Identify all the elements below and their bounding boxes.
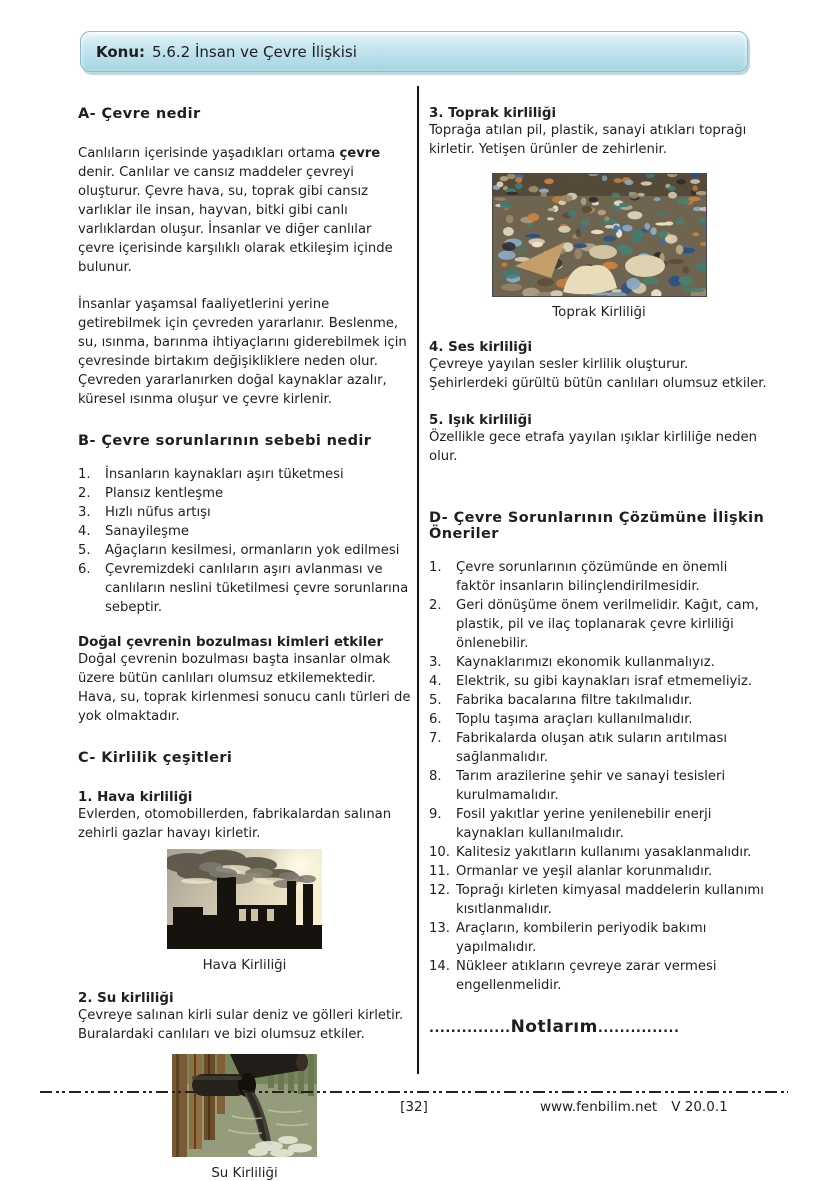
list-item-number: 14. (429, 959, 450, 974)
solutions-list-item (429, 729, 769, 767)
water-pollution-text: Çevreye salınan kirli sular deniz ve gölleri kirletir. Buralardaki canlıları ve bizi olumsuz etkiler. (78, 1008, 404, 1042)
causes-list-item (78, 465, 411, 484)
list-item-number: 6. (78, 562, 91, 577)
causes-list-item (78, 541, 411, 560)
list-item-number: 10. (429, 845, 450, 860)
solutions-list-item (429, 805, 769, 843)
list-item-text: Fabrikalarda oluşan atık suların arıtılması sağlanmalıdır. (456, 731, 728, 765)
causes-list-item (78, 503, 411, 522)
solutions-list-item (429, 919, 769, 957)
solutions-list-item (429, 881, 769, 919)
air-pollution-caption: Hava Kirliliği (202, 958, 287, 973)
water-pollution-heading: 2. Su kirliliği (78, 991, 174, 1006)
section-a-paragraph-1 (78, 144, 411, 277)
list-item-text: Ağaçların kesilmesi, ormanların yok edilmesi (105, 543, 400, 558)
section-c-heading: C- Kirlilik çeşitleri (78, 750, 233, 766)
list-item-number: 2. (78, 486, 91, 501)
solutions-list-item (429, 767, 769, 805)
section-b-subheading: Doğal çevrenin bozulması kimleri etkiler (78, 635, 384, 650)
list-item-text: Geri dönüşüme önem verilmelidir. Kağıt, cam, plastik, pil ve ilaç toplanarak çevre kirliliği önlenebilir. (456, 598, 759, 651)
section-a-paragraph-2: İnsanlar yaşamsal faaliyetlerini yerine getirebilmek için çevreden yararlanır. Beslenme, su, ısınma, barınma ihtiyaçlarını giderebilmek için çevresinde birtakım değişikliklere neden olur. Çevreden yararlanırken doğal kaynaklar azalır, küresel ısınma oluşur ve çevre kirlenir. (78, 297, 407, 407)
list-item-text: Kalitesiz yakıtların kullanımı yasaklanmalıdır. (456, 845, 752, 860)
list-item-text: Kaynaklarımızı ekonomik kullanmalıyız. (456, 655, 715, 670)
list-item-number: 9. (429, 807, 442, 822)
solutions-list-item (429, 558, 769, 596)
section-b-paragraph-2: Hava, su, toprak kirlenmesi sonucu canlı türleri de yok olmaktadır. (78, 690, 411, 724)
list-item-text: Fabrika bacalarına filtre takılmalıdır. (456, 693, 693, 708)
light-pollution-text: Özellikle gece etrafa yayılan ışıklar kirliliğe neden olur. (429, 430, 757, 464)
list-item-text: Toplu taşıma araçları kullanılmalıdır. (456, 712, 693, 727)
topic-label: Konu: (96, 42, 146, 61)
footer-version: V 20.0.1 (671, 1099, 728, 1115)
list-item-text: Çevremizdeki canlıların aşırı avlanması ve canlıların neslini tüketilmesi çevre sorunlarına sebeptir. (105, 562, 409, 615)
list-item-text: Plansız kentleşme (105, 486, 224, 501)
noise-pollution-line1: Çevreye yayılan sesler kirlilik oluşturur. (429, 357, 689, 372)
list-item-number: 2. (429, 598, 442, 613)
list-item-number: 4. (429, 674, 442, 689)
notes-line (429, 1017, 769, 1037)
list-item-text: Sanayileşme (105, 524, 189, 539)
noise-pollution-heading: 4. Ses kirliliği (429, 340, 533, 355)
solutions-list-item (429, 862, 769, 881)
topic-header-bar (80, 31, 748, 72)
noise-pollution-line2: Şehirlerdeki gürültü bütün canlıları olumsuz etkiler. (429, 376, 767, 391)
causes-list-item (78, 560, 411, 617)
list-item-text: Toprağı kirleten kimyasal maddelerin kullanımı kısıtlanmalıdır. (456, 883, 764, 917)
list-item-text: Çevre sorunlarının çözümünde en önemli faktör insanların bilinçlendirilmesidir. (456, 560, 728, 594)
solutions-list (429, 558, 769, 995)
list-item-number: 8. (429, 769, 442, 784)
list-item-text: Tarım arazilerine şehir ve sanayi tesisleri kurulmamalıdır. (456, 769, 726, 803)
water-pollution-caption: Su Kirliliği (211, 1166, 278, 1181)
section-b-heading: B- Çevre sorunlarının sebebi nedir (78, 433, 372, 449)
section-b-paragraph-1: Doğal çevrenin bozulması başta insanlar olmak üzere bütün canlıları olumsuz etkilemektedir. (78, 652, 391, 686)
section-a-heading: A- Çevre nedir (78, 106, 201, 122)
list-item-number: 3. (429, 655, 442, 670)
list-item-text: Hızlı nüfus artışı (105, 505, 211, 520)
list-item-number: 13. (429, 921, 450, 936)
solutions-list-item (429, 596, 769, 653)
list-item-text: Ormanlar ve yeşil alanlar korunmalıdır. (456, 864, 713, 879)
list-item-number: 4. (78, 524, 91, 539)
column-divider (417, 86, 419, 1074)
list-item-text: Nükleer atıkların çevreye zarar vermesi engellenmelidir. (456, 959, 717, 993)
air-pollution-image (167, 849, 322, 949)
list-item-number: 12. (429, 883, 450, 898)
list-item-number: 6. (429, 712, 442, 727)
list-item-number: 11. (429, 864, 450, 879)
left-column (78, 98, 411, 1181)
solutions-list-item (429, 653, 769, 672)
list-item-number: 5. (429, 693, 442, 708)
solutions-list-item (429, 691, 769, 710)
soil-pollution-image (492, 173, 707, 297)
light-pollution-heading: 5. Işık kirliliği (429, 413, 532, 428)
solutions-list-item (429, 672, 769, 691)
right-column (429, 98, 769, 1050)
list-item-text: İnsanların kaynakları aşırı tüketmesi (105, 467, 344, 482)
air-pollution-heading: 1. Hava kirliliği (78, 790, 193, 805)
page-number: [32] (400, 1099, 428, 1115)
solutions-list-item (429, 710, 769, 729)
air-pollution-figure (78, 849, 411, 973)
topic-title: 5.6.2 İnsan ve Çevre İlişkisi (152, 42, 357, 61)
water-pollution-figure (78, 1054, 411, 1181)
list-item-number: 3. (78, 505, 91, 520)
list-item-number: 1. (429, 560, 442, 575)
section-d-heading: D- Çevre Sorunlarının Çözümüne İlişkin Öneriler (429, 510, 765, 542)
list-item-number: 7. (429, 731, 442, 746)
soil-pollution-figure (429, 173, 769, 320)
soil-pollution-heading: 3. Toprak kirliliği (429, 106, 557, 121)
list-item-text: Elektrik, su gibi kaynakları israf etmemeliyiz. (456, 674, 753, 689)
list-item-text: Araçların, kombilerin periyodik bakımı yapılmalıdır. (456, 921, 707, 955)
solutions-list-item (429, 843, 769, 862)
notes-label: Notlarım (510, 1017, 598, 1037)
solutions-list-item (429, 957, 769, 995)
soil-pollution-caption: Toprak Kirliliği (552, 305, 646, 320)
list-item-number: 1. (78, 467, 91, 482)
notes-dots-before: ............... (429, 1021, 511, 1036)
causes-list (78, 465, 411, 617)
footer-site-line (540, 1099, 728, 1115)
air-pollution-text: Evlerden, otomobillerden, fabrikalardan salınan zehirli gazlar havayı kirletir. (78, 807, 392, 841)
causes-list-item (78, 522, 411, 541)
notes-dots-after: ............... (597, 1021, 680, 1036)
soil-pollution-text: Toprağa atılan pil, plastik, sanayi atıkları toprağı kirletir. Yetişen ürünler de zehirlenir. (429, 123, 747, 157)
section-a-p1-bold: çevre (339, 146, 381, 161)
footer-site: www.fenbilim.net (540, 1099, 658, 1115)
section-a-p1-before: Canlıların içerisinde yaşadıkları ortama (78, 146, 340, 161)
list-item-text: Fosil yakıtlar yerine yenilenebilir enerji kaynakları kullanılmalıdır. (456, 807, 712, 841)
causes-list-item (78, 484, 411, 503)
list-item-number: 5. (78, 543, 91, 558)
footer-divider (40, 1091, 788, 1093)
section-a-p1-after: denir. Canlılar ve cansız maddeler çevreyi oluşturur. Çevre hava, su, toprak gibi cansız varlıklar ile insan, hayvan, bitki gibi canlı varlıklardan oluşur. İnsanlar ve diğer canlılar çevre içerisinde karşılıklı olarak etkileşim içinde bulunur. (78, 165, 393, 275)
